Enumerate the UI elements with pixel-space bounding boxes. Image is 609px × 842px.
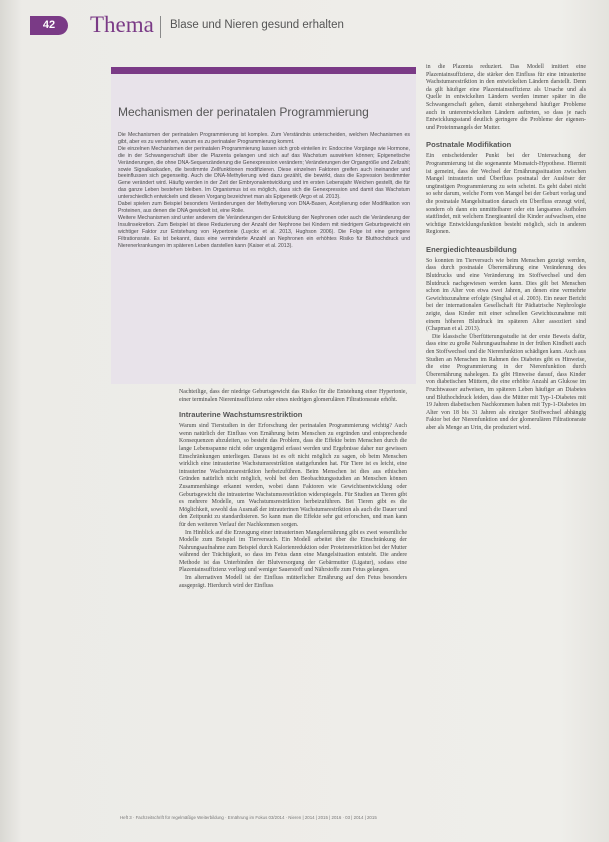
- info-box-paragraph: Die Mechanismen der perinatalen Programmierung ist komplex. Zum Verständnis unterscheiden, welchen Mechanismen es gibt, aber es zu verstehen, warum es zu perinataler Programmierung kommt.: [118, 132, 410, 145]
- topic-title: Blase und Nieren gesund erhalten: [170, 19, 344, 31]
- info-box-paragraph: Dabei spielen zum Beispiel besonders Veränderungen der Methylierung von DNA-Basen, Acetylierung oder Modifikation von Proteinen, aus denen die DNA gewickelt ist, eine Rolle.: [118, 201, 410, 214]
- middle-intro: Nachteilige, dass der niedrige Geburtsgewicht das Risiko für die Entstehung einer Hypertonie, einer terminalen Niereninsuffizienz oder eines niedrigen glomerulären Filtrationsrate erhöht.: [179, 389, 407, 403]
- body-paragraph: Warum sind Tierstudien in der Erforschung der perinatalen Programmierung wichtig? Auch wenn natürlich der Einfluss von Ernährung beim Menschen zu ergründen und entsprechende Konsequenzen abzuleiten, so besteht das Problem, dass die Effekte beim Menschen durch die lange Lebensspanne nicht oder ungenügend erfasst werden und Ergebnisse daher nur gewissen Einschränkungen unterliegen. Daraus ist es oft nicht möglich zu sagen, ob beim Menschen wirklich eine intrauterine Wachstumsrestriktion stattgefunden hat. Für Tiere ist es leicht, eine intrauterine Wachstumsrestriktion herbeizuführen. Beim Menschen ist dies aus ethischen Gründen natürlich nicht möglich, wohl bei den Beobachtungsstudien an Menschen können Zusammenhänge erkannt werden, wobei dann Faktoren wie Gewichtsentwicklung oder Geburtsgewicht die intrauterine Wachstumsrestriktion widerspiegeln. Für Studien an Tieren gibt es mehrere Modelle, um Wachstumsrestriktion herbeizuführen. Bei Tieren gibt es die Möglichkeit, sowohl das Ausmaß der intrauterinen Wachstumsrestriktion als auch die Dauer und den Zeitpunkt zu standardisieren. So kann man die Effekte sehr gut erforschen, und man kann für den weiteren Verlauf der Nachkommen sorgen.: [179, 423, 407, 528]
- body-paragraph: Im Hinblick auf die Erzeugung einer intrauterinen Mangelernährung gibt es zwei wesentliche Modelle zum Beispiel im Tierversuch. Ein Modell arbeitet über die Einschränkung der Nahrungsaufnahme zum Beispiel durch Kalorienreduktion oder Proteinrestriktion bei der Mutter während der Trächtigkeit, so dass im Fetus dann eine Mangelsituation entsteht. Die andere Methode ist das Unterbinden der Blutversorgung der Gebärmutter (Ligatur), sodass eine Plazentainsuffizienz vorliegt und weniger Sauerstoff und Nährstoffe zum Fetus gelangen.: [179, 529, 407, 574]
- info-box: [111, 67, 416, 384]
- header-divider: [160, 16, 161, 38]
- info-box-paragraph: Weitere Mechanismen sind unter anderem die Veränderungen der Entwicklung der Nephronen oder auch die Veränderung der Insulinsekretion. Zum Beispiel ist diese Reduzierung der Anzahl der Nephrone bei Kindern mit niedrigem Geburtsgewicht ein wichtiger Faktor zur Entstehung von Hypertonie (Luyckx et al. 2013, Hughson 2006). Die Folge ist eine geringere Filtrationsrate. Es ist bekannt, dass eine verminderte Anzahl an Nephronen ein erhöhtes Risiko für Bluthochdruck und Nierenerkrankungen im späteren Leben darstellen kann (Kaiser et al. 2013).: [118, 214, 410, 249]
- section-heading: Energiedichteausbildung: [426, 244, 517, 254]
- right-intro: in die Plazenta reduziert. Das Modell imitiert eine Plazentainsuffizienz, die stärker den Einfluss für eine intrauterine Wachstumsrestriktion in den entwickelten Ländern darstellt. Denn da gilt häufiger eine Plazentainsuffizienz als Ursache und als Quelle in entwickelten Ländern werden immer später in die Schwangerschaft gehen, damit einhergehend häufiger Probleme auch in unterentwickelten Ländern auftreten, so dass je nach Entwicklungsstand deutlich geringere die Probleme der eigenen- und Proteinmangels der Mutter.: [426, 64, 586, 131]
- body-paragraph: So konnten im Tierversuch wie beim Menschen gezeigt werden, dass durch postnatale Überernährung eine Veränderung des Blutdrucks und eine Veränderung im Stoffwechsel und den Blutdruck nachgewiesen werden kann. Dies gilt bei Menschen schon im Alter von etwa zwei Jahren, an denen eine vermehrte Gewichtszunahme erfolgte (Singhal et al. 2003). Ein neuer Bericht bei der internationalen Gesellschaft für Pädiatrische Nephrologie zeigte, dass Kinder mit einer schnellen Gewichtszunahme mit einem höheren Blutdruck im späteren Alter assoziiert sind (Chapman et al. 2013).: [426, 257, 586, 333]
- info-box-paragraph: Die einzelnen Mechanismen der perinatalen Programmierung lassen sich grob einteilen in: Endocrine Vorgänge wie Hormone, die in der Schwangerschaft über die Plazenta gelangen und sich auf das Wachstum auswirken können; Epigenetische Veränderungen, die ohne DNA-Sequenzänderung die Genexpression verändern; Veränderungen der Organgröße und Zellzahl; sowie Signalkaskaden, die bestimmte Zellfunktionen modifizieren. Diese einzelnen Faktoren greifen auch ineinander und beeinflussen sich gegenseitig. Auch die DNA-Methylierung wird dazu gezählt, die bewirkt, dass die Expression bestimmter Gene verändert wird. Häufig werden in der Zeit der Embryonalentwicklung und im ersten Lebensjahr Weichen gestellt, die für das ganze Leben bestehen bleiben. Im Organismus ist es möglich, dass sich die Genexpression und damit das Wachstum unterschiedlich entwickeln und diesen Vorgang bezeichnet man als Epigenetik (Argo et al. 2013).: [118, 145, 410, 201]
- info-box-title: Mechanismen der perinatalen Programmierung: [118, 105, 369, 119]
- body-paragraph: Ein entscheidender Punkt bei der Untersuchung der Programmierung ist die sogenannte Mismatch-Hypothese. Hiermit ist gemeint, dass der Wechsel der Ernährungssituation zwischen Mangel intrauterin und Überfluss postnatal der Auslöser der ungünstigen Programmierung zu sein scheint. Es geht dabei nicht so sehr darum, welche Form von Mangel bei der Geburt vorlag und die postnatale Mangelsituation danach ein Überfluss erzeugt wird, sondern ob dann ein unmittelbarer oder ein langsames Aufholen stattfindet, mit welchem Energieanteil die Kinder aufwachsen, eine wichtige Entwicklungsfunktion besteht möglich, sich in anderen Regionen.: [426, 153, 586, 236]
- page-number: 42: [30, 16, 68, 35]
- section-heading: Intrauterine Wachstumsrestriktion: [179, 410, 303, 420]
- info-box-body: [118, 132, 410, 249]
- page-footer: Heft 3 · Fachzeitschrift für regelmäßige Weiterbildung · Ernährung im Fokus 03/2014 · Nieren | 2014 | 2015 | 2016 · 03 | 2014 | 2015: [120, 815, 377, 820]
- middle-column: [179, 389, 407, 590]
- body-paragraph: Die klassische Überfütterungsstudie ist der erste Beweis dafür, dass eine zu große Nahrungsaufnahme in der frühen Kindheit auch den Stoffwechsel und die Nierenfunktion schädigen kann. Auch aus Studien an Menschen im Rahmen des Diabetes gibt es Hinweise, die eine Programmierung in der Nierenfunktion durch Überernährung nahelegen. Es gibt Hinweise darauf, dass Kinder von diabetischen Müttern, die eine erhöhte Anzahl an Glukose im Fruchtwasser aufweisen, im späteren Leben häufiger an Diabetes und Bluthochdruck leiden, dass die Mütter mit Typ-1-Diabetes mit 19 Jahren diabetischen Nachkommen haben mit Typ-1-Diabetes im Alter von 18 bis 31 Jahren als einziger Stoffwechsel abhängig Faktor bei der Nierenfunktion und der glomerulären Filtrationsrate aber als Menge an Urin, die produziert wird.: [426, 333, 586, 431]
- section-title: Thema: [90, 12, 154, 37]
- section-heading: Postnatale Modifikation: [426, 140, 512, 150]
- right-column: [426, 64, 586, 433]
- body-paragraph: Im alternativen Modell ist der Einfluss mütterlicher Ernährung auf den Fetus besonders ausgeprägt. Hierdurch wird der Einfluss: [179, 575, 407, 589]
